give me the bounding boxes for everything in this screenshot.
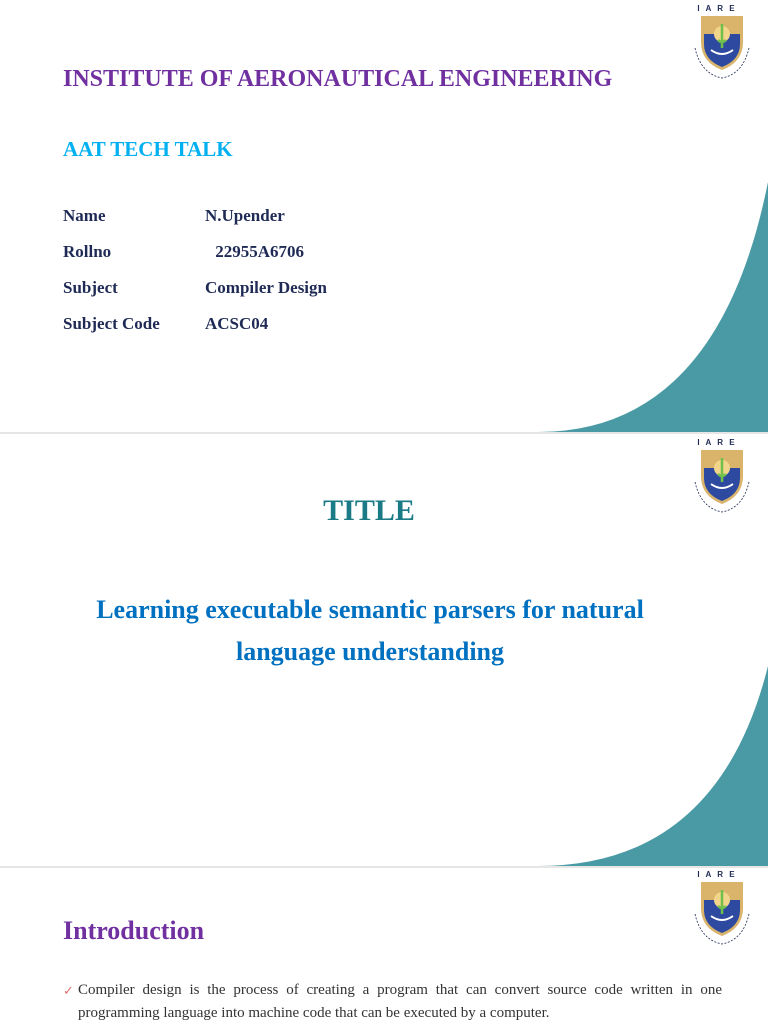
info-value: Compiler Design bbox=[205, 278, 327, 297]
teal-swoosh bbox=[538, 182, 768, 432]
info-row-subject-code bbox=[63, 314, 327, 350]
iare-logo bbox=[697, 4, 759, 82]
emblem-icon bbox=[691, 870, 753, 948]
info-key: Name bbox=[63, 206, 106, 225]
info-row-name bbox=[63, 206, 327, 242]
event-title: AAT TECH TALK bbox=[63, 137, 233, 161]
institute-name: INSTITUTE OF AERONAUTICAL ENGINEERING bbox=[63, 66, 613, 92]
emblem-icon bbox=[691, 4, 753, 82]
slide-heading: TITLE bbox=[323, 494, 415, 527]
info-row-subject bbox=[63, 278, 327, 314]
student-info bbox=[63, 206, 327, 350]
check-icon: ✓ bbox=[63, 983, 74, 998]
iare-logo bbox=[697, 870, 759, 948]
info-value: N.Upender bbox=[205, 206, 285, 225]
info-key: Rollno bbox=[63, 242, 112, 261]
logo-text: I A R E bbox=[697, 438, 737, 447]
slide-1 bbox=[0, 0, 768, 432]
info-value: 22955A6706 bbox=[211, 242, 305, 261]
bullet-item bbox=[63, 979, 722, 1024]
slide-3 bbox=[0, 868, 768, 1024]
slide-heading: Introduction bbox=[63, 916, 205, 945]
info-row-rollno bbox=[63, 242, 327, 278]
talk-title: Learning executable semantic parsers for natural language understanding bbox=[96, 595, 644, 666]
teal-swoosh bbox=[538, 666, 768, 866]
info-key: Subject bbox=[63, 278, 118, 297]
bullet-text: Compiler design is the process of creating a program that can convert source code written in one programming language into machine code that can be executed by a computer. bbox=[78, 982, 722, 1021]
logo-text: I A R E bbox=[697, 870, 737, 879]
slide-2 bbox=[0, 434, 768, 866]
logo-text: I A R E bbox=[697, 4, 737, 13]
info-value: ACSC04 bbox=[205, 314, 269, 333]
info-key: Subject Code bbox=[63, 314, 160, 333]
